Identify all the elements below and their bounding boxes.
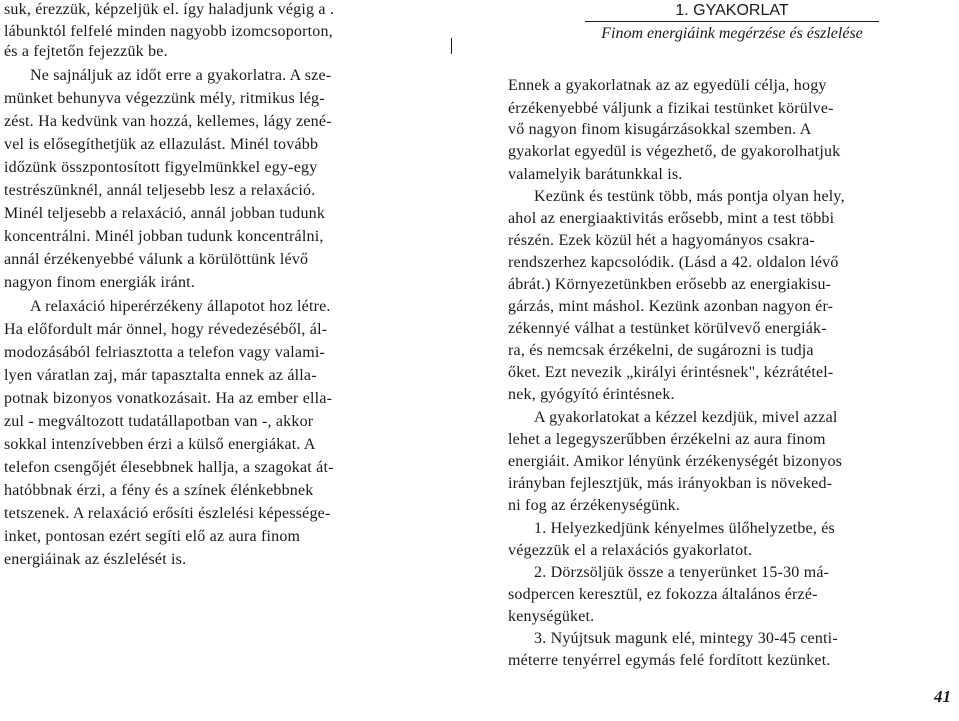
text-line: méterre tenyérrel egymás felé fordított kezünket. — [508, 652, 831, 669]
text-line: tetszenek. A relaxáció erősíti észlelési képessége- — [4, 505, 331, 522]
text-line: zést. Ha kedvünk van hozzá, kellemes, lágy zené- — [4, 113, 332, 130]
text-line: Ne sajnáljuk az időt erre a gyakorlatra. A sze- — [30, 67, 332, 84]
text-line: 2. Dörzsöljük össze a tenyerünket 15-30 má- — [534, 564, 830, 581]
text-line: időzünk összpontosított figyelmünkkel egy-egy — [4, 159, 318, 176]
text-line: sokkal intenzívebben érzi a külső energiákat. A — [4, 436, 316, 453]
text-line: annál érzékenyebbé válunk a körülöttünk lévő — [4, 251, 309, 268]
text-line: lábunktól felfelé minden nagyobb izomcsoporton, — [4, 23, 333, 40]
text-line: telefon csengőjét élesebbnek hallja, a szagokat át- — [4, 459, 334, 476]
text-line: münket behunyva végezzünk mély, ritmikus lég- — [4, 90, 325, 107]
text-line: ahol az energiaaktivitás erősebb, mint a test többi — [508, 210, 835, 227]
text-line: Kezünk és testünk több, más pontja olyan hely, — [534, 188, 845, 205]
text-line: suk, érezzük, képzeljük el. így haladjunk végig a . — [4, 1, 335, 18]
text-line: nagyon finom energiák iránt. — [4, 274, 196, 291]
text-line: ábrát.) Környezetünkben erősebb az energiakisu- — [508, 276, 832, 293]
text-line: végezzük el a relaxációs gyakorlatot. — [508, 542, 753, 559]
text-line: gyakorlat egyedül is végezhető, de gyakorolhatjuk — [508, 143, 841, 160]
text-line: energiáit. Amikor lényünk érzékenységét bizonyos — [508, 453, 843, 470]
exercise-heading-text: 1. GYAKORLAT — [585, 1, 878, 22]
text-line: potnak bizonyos vonatkozásait. Ha az ember ella- — [4, 390, 333, 407]
text-line: ni fog az érzékenységünk. — [508, 497, 681, 514]
text-line: rendszerhez kapcsolódik. (Lásd a 42. oldalon lévő — [508, 254, 839, 271]
text-line: 3. Nyújtsuk magunk elé, mintegy 30-45 centi- — [534, 630, 838, 647]
text-line: nek, gyógyító érintésnek. — [508, 386, 675, 403]
text-line: energiáinak az észlelését is. — [4, 551, 187, 568]
page-number: 41 — [934, 687, 951, 706]
text-line: hatóbbnak érzi, a fény és a színek élénkebbnek — [4, 482, 314, 499]
text-line: lyen váratlan zaj, már tapasztalta ennek az álla- — [4, 367, 317, 384]
exercise-heading — [508, 1, 956, 22]
text-line: inket, pontosan ezért segíti elő az aura finom — [4, 528, 301, 545]
text-line: érzékenyebbé váljunk a fizikai testünket körülve- — [508, 100, 834, 117]
text-line: Minél teljesebb a relaxáció, annál jobban tudunk — [4, 205, 326, 222]
text-line: és a fejtetőn fejezzük be. — [4, 43, 168, 60]
text-line: A gyakorlatokat a kézzel kezdjük, mivel azzal — [534, 409, 838, 426]
text-line: ra, és nemcsak érzékelni, de sugározni is tudja — [508, 342, 814, 359]
text-line: részén. Ezek közül hét a hagyományos csakra- — [508, 232, 815, 249]
text-line: zékennyé válhat a testünket körülvevő energiák- — [508, 320, 827, 337]
text-line: irányban fejlesztjük, más irányokban is növeked- — [508, 475, 833, 492]
text-line: valamelyik barátunkkal is. — [508, 166, 683, 183]
text-line: A relaxáció hiperérzékeny állapotot hoz létre. — [30, 298, 331, 315]
text-line: őket. Ezt nevezik „királyi érintésnek", kézrátétel- — [508, 364, 834, 381]
text-line: koncentrálni. Minél jobban tudunk koncentrálni, — [4, 228, 324, 245]
text-line: testrészünknél, annál teljesebb lesz a relaxáció. — [4, 182, 316, 199]
text-line: vő nagyon finom kisugárzásokkal szemben. A — [508, 121, 812, 138]
text-line: zul - megváltozott tudatállapotban van -, akkor — [4, 413, 314, 430]
text-line: Ennek a gyakorlatnak az az egyedüli célja, hogy — [508, 77, 827, 94]
text-line: Ha előfordult már önnel, hogy révedezéséből, ál- — [4, 321, 328, 338]
text-line: kenységüket. — [508, 608, 595, 625]
margin-bar — [451, 38, 452, 54]
text-line: lehet a legegyszerűbben érzékelni az aura finom — [508, 431, 826, 448]
text-line: vel is elősegíthetjük az ellazulást. Minél tovább — [4, 136, 319, 153]
exercise-subheading: Finom energiáink megérzése és észlelése — [601, 25, 863, 42]
text-line: modozásából felriasztotta a telefon vagy valami- — [4, 344, 326, 361]
text-line: gárzás, mint máshol. Kezünk azonban nagyon ér- — [508, 298, 834, 315]
text-line: sodpercen keresztül, ez fokozza általános érzé- — [508, 586, 818, 603]
text-line: 1. Helyezkedjünk kényelmes ülőhelyzetbe, és — [534, 520, 835, 537]
